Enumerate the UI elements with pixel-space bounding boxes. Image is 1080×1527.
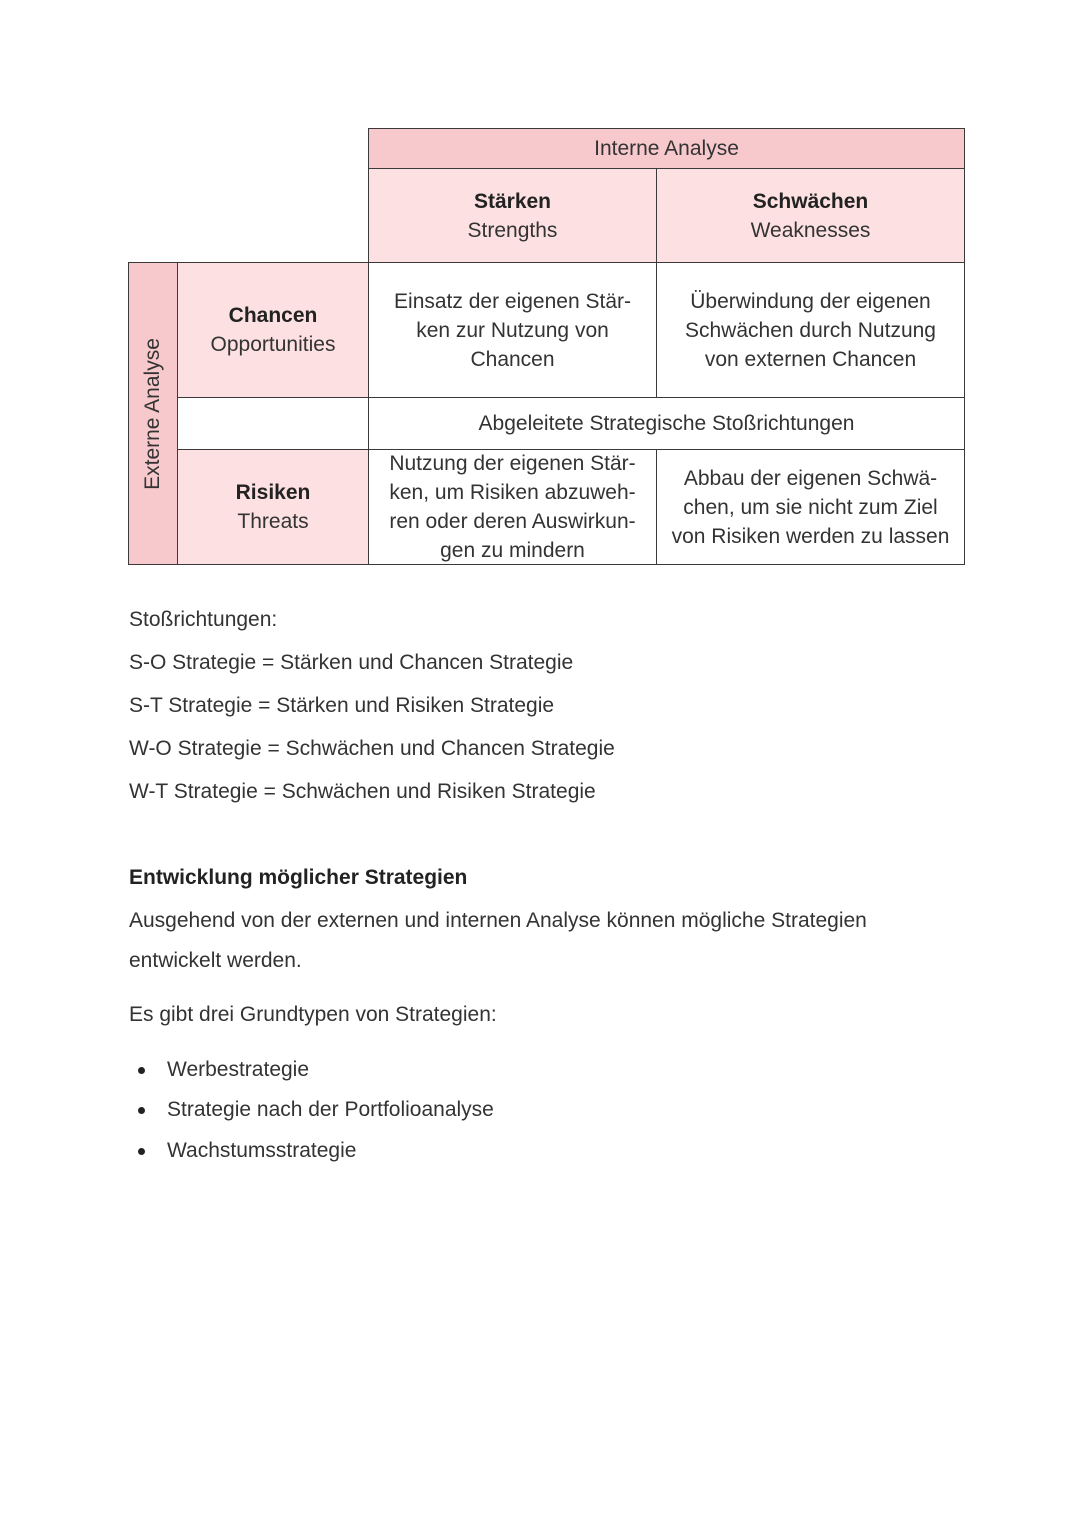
threats-subtitle: Threats [237, 510, 309, 533]
wo-text-line: Überwindung der eigenen [690, 289, 931, 313]
so-text-line: Chancen [470, 347, 555, 371]
empty-spacer-cell [177, 397, 369, 450]
development-paragraph-line: Ausgehend von der externen und internen Analyse können mögliche Strategien [129, 909, 867, 932]
st-strategy-cell [368, 449, 657, 565]
strategy-item: W-O Strategie = Schwächen und Chancen Strategie [129, 737, 615, 760]
strategy-type-label: Werbestrategie [167, 1058, 310, 1081]
weaknesses-title: Schwächen [752, 189, 869, 213]
internal-analysis-label: Interne Analyse [594, 137, 739, 160]
st-text-line: ken, um Risiken abzuweh- [389, 481, 636, 504]
st-text-line: ren oder deren Auswirkun- [389, 510, 636, 533]
so-strategy-cell [368, 262, 657, 398]
strengths-title: Stärken [473, 189, 552, 213]
development-heading: Entwicklung möglicher Strategien [129, 866, 468, 889]
strengths-header [368, 168, 657, 263]
external-analysis-label-cell [128, 262, 178, 565]
derived-directions-cell [368, 397, 965, 450]
weaknesses-header [656, 168, 965, 263]
internal-analysis-header [368, 128, 965, 169]
wo-text-line: von externen Chancen [704, 347, 917, 371]
bullet-icon [138, 1107, 145, 1114]
bullet-icon [138, 1148, 145, 1155]
bullet-icon [138, 1067, 145, 1074]
strategy-item: W-T Strategie = Schwächen und Risiken Strategie [129, 780, 596, 803]
wt-strategy-cell [656, 449, 965, 565]
st-text-line: gen zu mindern [440, 539, 585, 562]
so-text-line: ken zur Nutzung von [416, 318, 609, 342]
wo-strategy-cell [656, 262, 965, 398]
opportunities-title: Chancen [228, 304, 318, 327]
external-analysis-label: Externe Analyse [141, 337, 164, 490]
threats-title: Risiken [235, 481, 311, 504]
derived-directions-label: Abgeleitete Strategische Stoßrichtungen [478, 412, 855, 435]
strategy-type-item [129, 1098, 494, 1122]
st-text-line: Nutzung der eigenen Stär- [389, 452, 636, 475]
strengths-subtitle: Strengths [467, 218, 558, 242]
strategy-directions-intro: Stoßrichtungen: [129, 608, 278, 631]
strategy-item: S-T Strategie = Stärken und Risiken Strategie [129, 694, 555, 717]
so-text-line: Einsatz der eigenen Stär- [394, 289, 631, 313]
strategy-type-label: Wachstumsstrategie [167, 1139, 357, 1162]
wt-text-line: von Risiken werden zu lassen [671, 524, 950, 548]
strategy-types-intro: Es gibt drei Grundtypen von Strategien: [129, 1003, 497, 1026]
weaknesses-subtitle: Weaknesses [750, 218, 871, 242]
strategy-item: S-O Strategie = Stärken und Chancen Strategie [129, 651, 574, 674]
wt-text-line: chen, um sie nicht zum Ziel [683, 495, 938, 519]
wt-text-line: Abbau der eigenen Schwä- [683, 466, 938, 490]
opportunities-header [177, 262, 369, 398]
strategy-type-item [129, 1139, 356, 1163]
threats-header [177, 449, 369, 565]
development-paragraph-line: entwickelt werden. [129, 949, 302, 972]
opportunities-subtitle: Opportunities [210, 333, 336, 356]
wo-text-line: Schwächen durch Nutzung [685, 318, 936, 342]
strategy-type-item [129, 1058, 309, 1082]
strategy-type-label: Strategie nach der Portfolioanalyse [167, 1098, 494, 1121]
